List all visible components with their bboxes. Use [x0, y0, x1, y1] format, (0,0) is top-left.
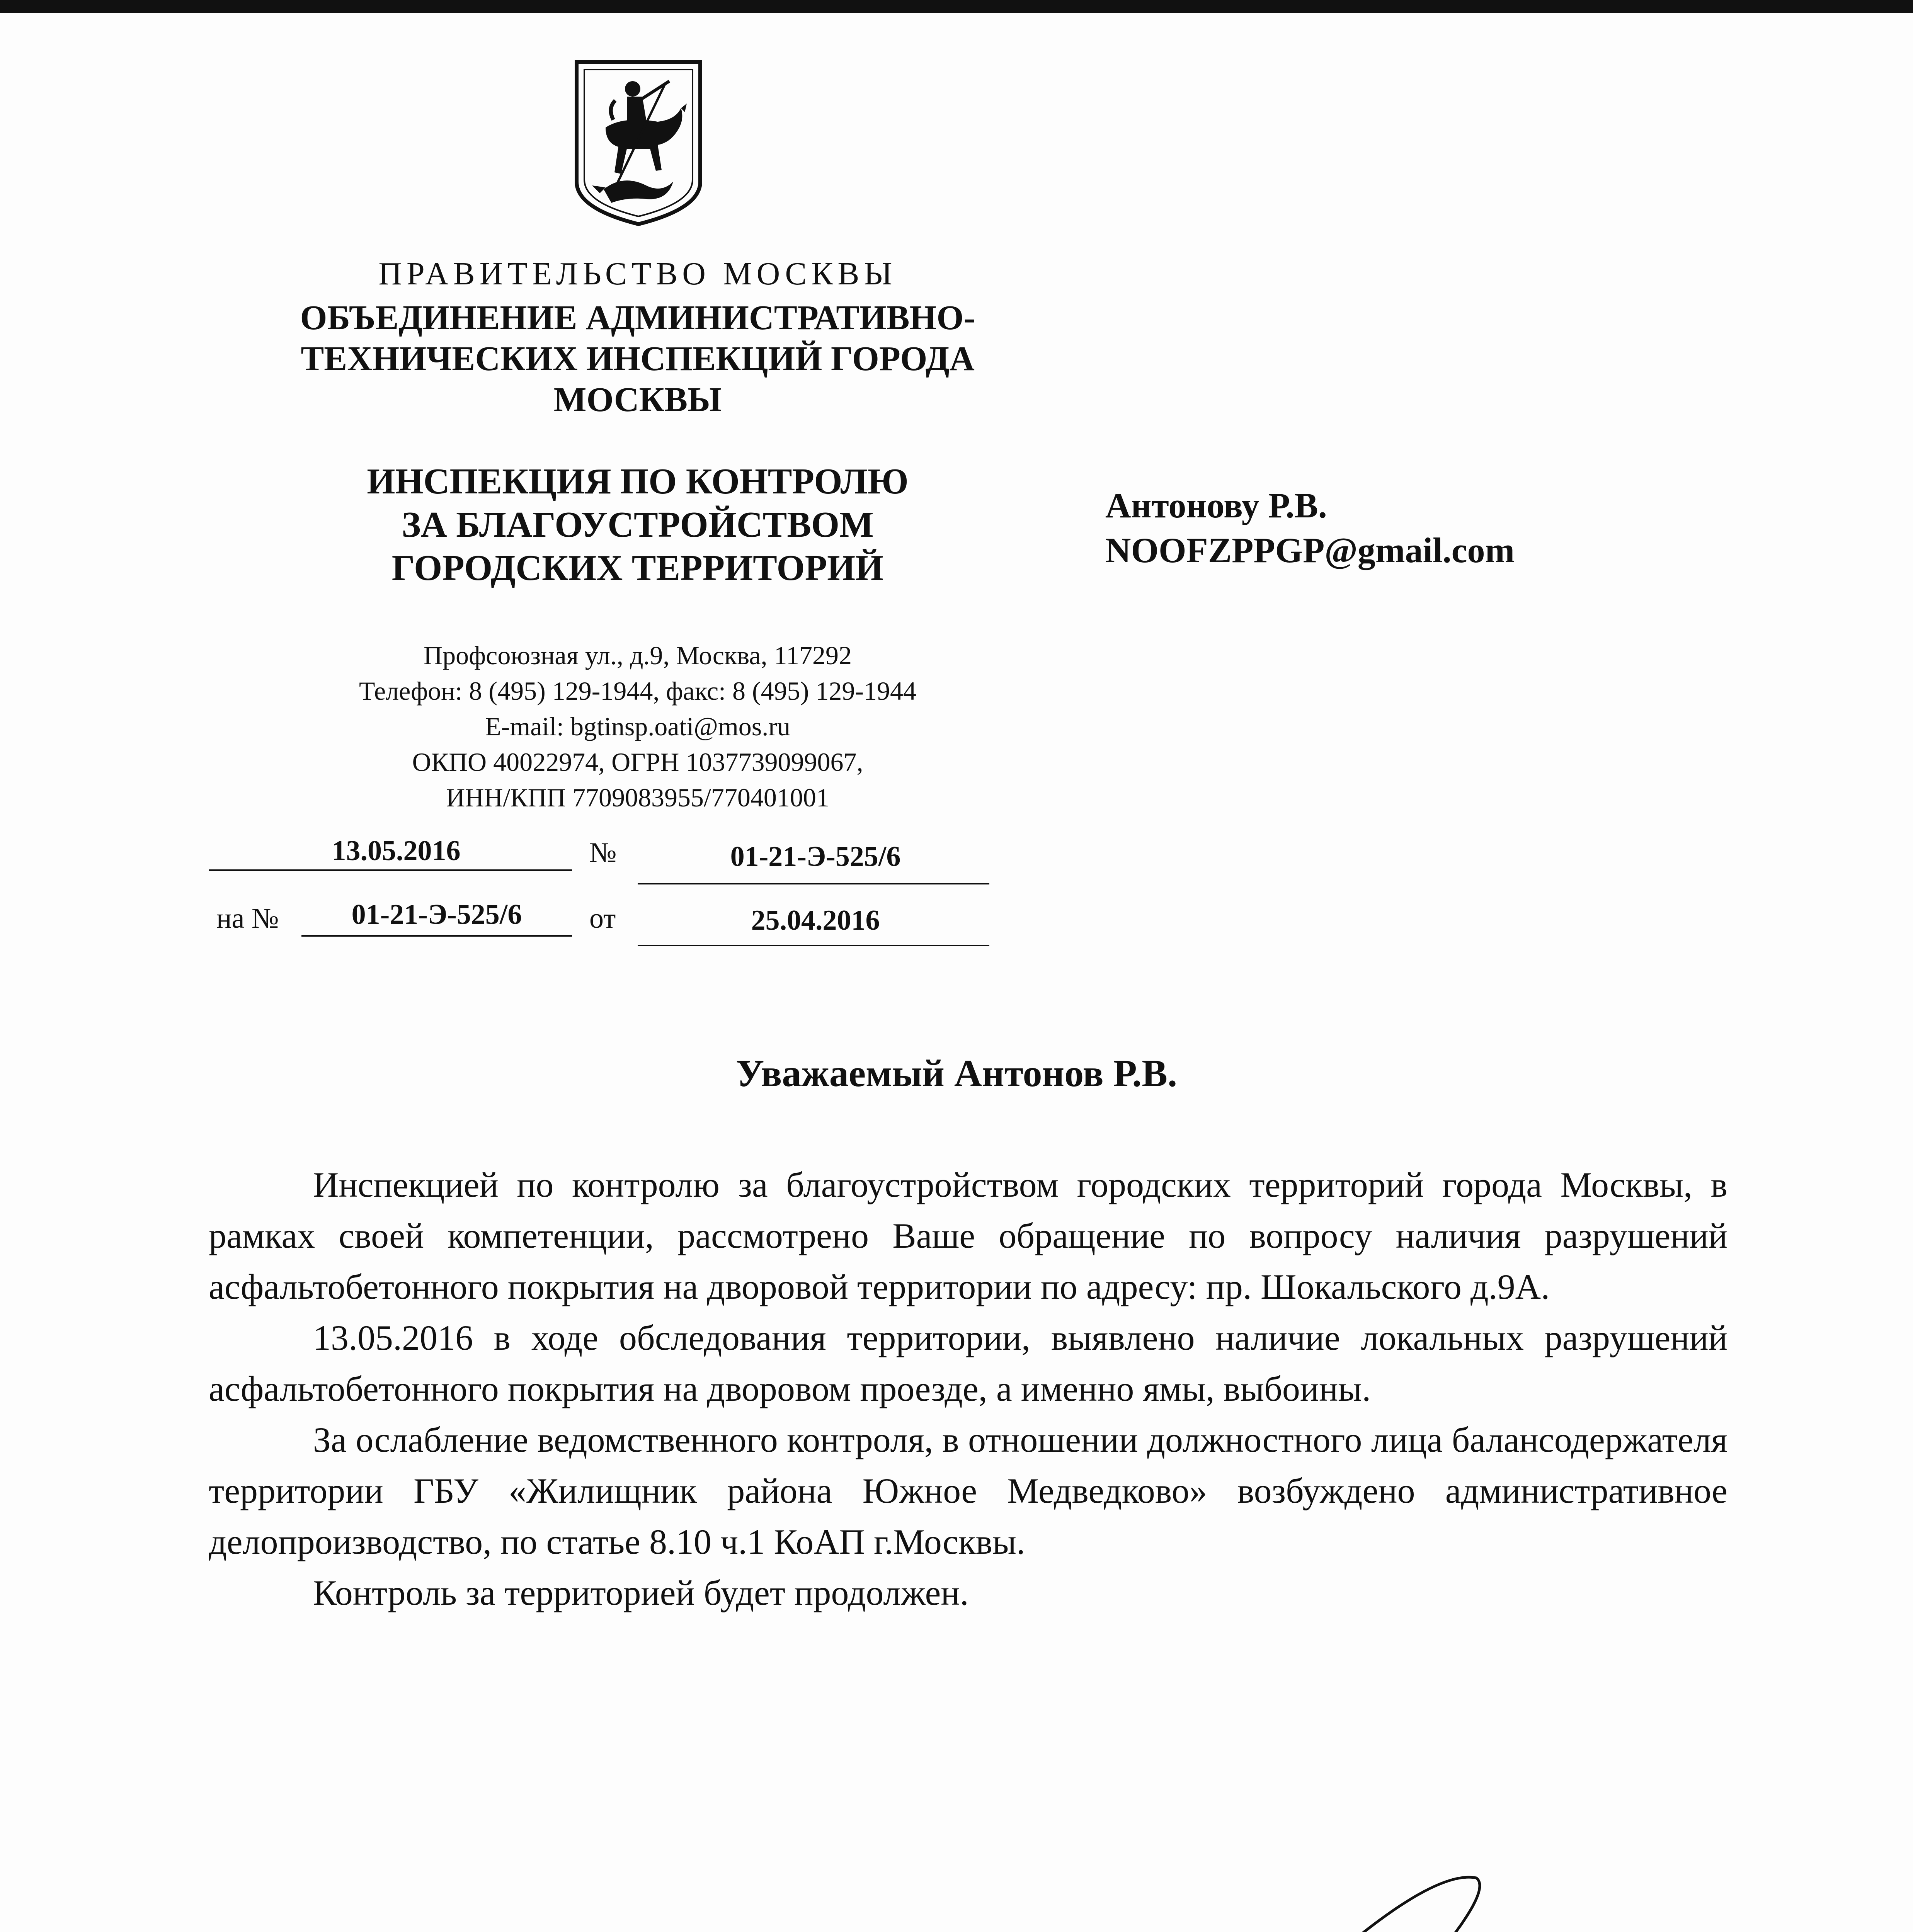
number-underline	[638, 883, 989, 884]
number-label: №	[589, 837, 617, 869]
letter-body	[209, 1159, 1727, 1618]
inspection-line: ГОРОДСКИХ ТЕРРИТОРИЙ	[391, 548, 884, 588]
reference-label: на №	[216, 903, 279, 934]
outgoing-number: 01-21-Э-525/6	[730, 841, 901, 872]
government-title: ПРАВИТЕЛЬСТВО МОСКВЫ	[378, 256, 897, 292]
greeting: Уважаемый Антонов Р.В.	[736, 1052, 1177, 1095]
reference-number: 01-21-Э-525/6	[351, 899, 522, 930]
inspection-line: ИНСПЕКЦИЯ ПО КОНТРОЛЮ	[367, 461, 909, 502]
organization-line: ОБЪЕДИНЕНИЕ АДМИНИСТРАТИВНО-	[300, 299, 975, 337]
reference-date-underline	[638, 945, 989, 946]
recipient-name: Антонову Р.В.	[1105, 486, 1327, 525]
reference-date-label: от	[589, 903, 616, 934]
organization-line: МОСКВЫ	[553, 381, 722, 419]
inspection-name	[255, 460, 1020, 590]
handwritten-signature	[935, 1862, 1499, 1932]
organization-name	[216, 298, 1059, 420]
moscow-coat-of-arms-icon	[569, 54, 708, 232]
paragraph: За ослабление ведомственного контроля, в отношении должностного лица балансодержателя территории ГБУ «Жилищник района Южное Медведково» возбуждено административное делопроизводство, по статье 8.10 ч.1 КоАП г.Москвы.	[209, 1420, 1727, 1561]
reference-date: 25.04.2016	[751, 905, 880, 936]
inn-kpp: ИНН/КПП 7709083955/770401001	[446, 783, 829, 812]
outgoing-date: 13.05.2016	[332, 835, 461, 867]
organization-line: ТЕХНИЧЕСКИХ ИНСПЕКЦИЙ ГОРОДА	[301, 340, 975, 378]
contact-block	[216, 638, 1059, 815]
okpo-ogrn: ОКПО 40022974, ОГРН 1037739099067,	[412, 747, 863, 777]
paragraph: 13.05.2016 в ходе обследования территории, выявлено наличие локальных разрушений асфальтобетонного покрытия на дворовом проезде, а именно ямы, выбоины.	[209, 1318, 1727, 1408]
address: Профсоюзная ул., д.9, Москва, 117292	[424, 641, 852, 670]
paragraph: Инспекцией по контролю за благоустройством городских территорий города Москвы, в рамках своей компетенции, рассмотрено Ваше обращение по вопросу наличия разрушений асфальтобетонного покрытия на дворовой территории по адресу: пр. Шокальского д.9А.	[209, 1165, 1727, 1306]
reference-number-underline	[301, 935, 572, 937]
phone-fax: Телефон: 8 (495) 129-1944, факс: 8 (495) 129-1944	[359, 676, 916, 706]
paragraph: Контроль за территорией будет продолжен.	[313, 1573, 969, 1612]
recipient-block	[1105, 483, 1840, 573]
recipient-email: NOOFZPPGP@gmail.com	[1105, 531, 1515, 570]
inspection-line: ЗА БЛАГОУСТРОЙСТВОМ	[402, 505, 874, 545]
email: E-mail: bgtinsp.oati@mos.ru	[485, 712, 790, 741]
date-underline	[209, 869, 572, 871]
scan-top-edge	[0, 0, 1913, 13]
